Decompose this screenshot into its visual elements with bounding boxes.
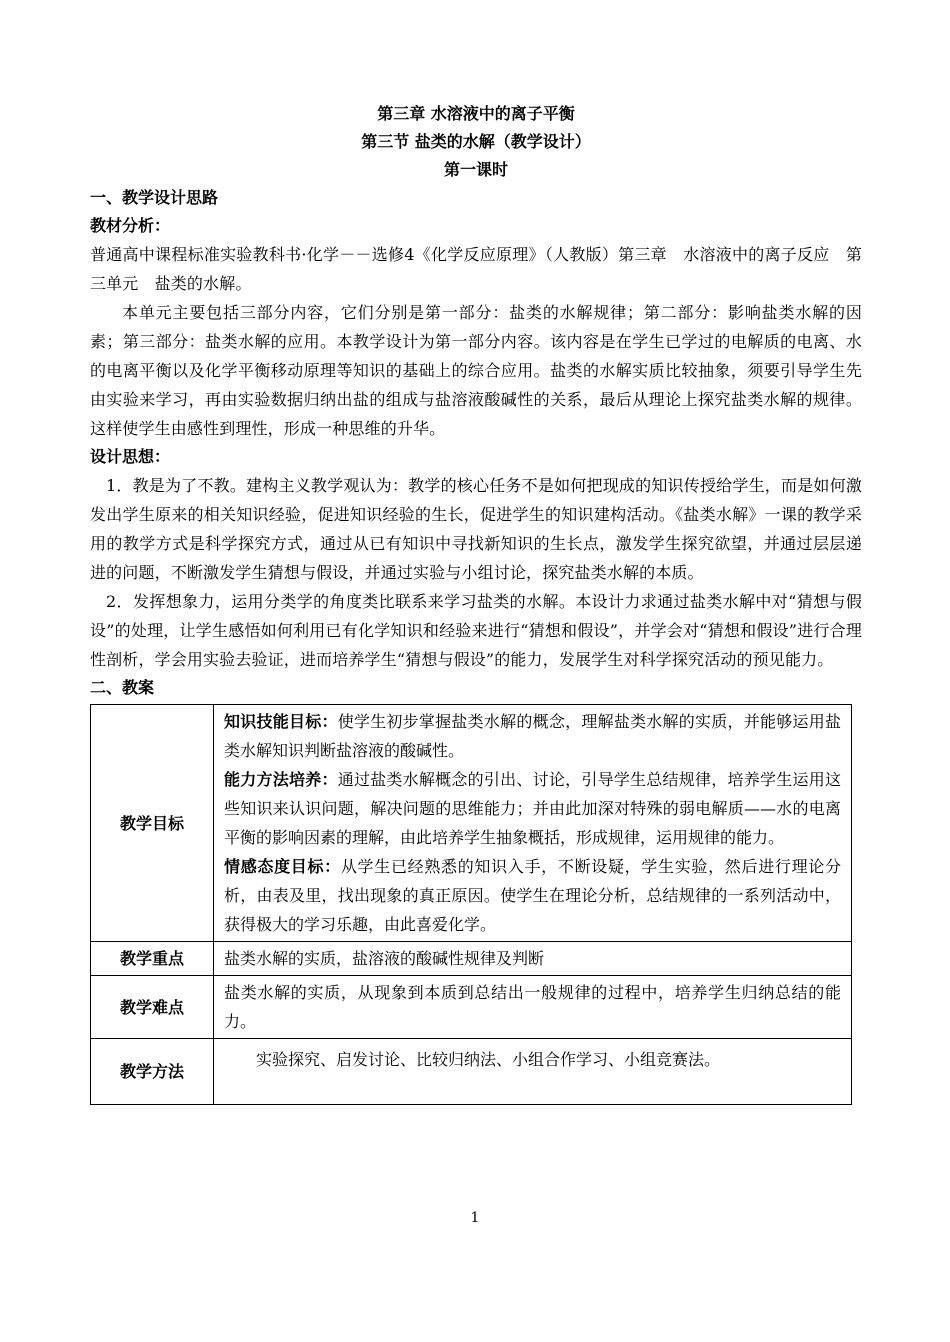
- design-idea-paragraph-2: 2．发挥想象力，运用分类学的角度类比联系来学习盐类的水解。本设计力求通过盐类水解中对“猜想与假设”的处理，让学生感悟如何利用已有化学知识和经验来进行“猜想和假设”，并学会对“猜想和假设”进行合理性剖析，学会用实验去验证，进而培养学生“猜想与假设”的能力，发展学生对科学探究活动的预见能力。: [90, 592, 862, 669]
- key-points-content: 盐类水解的实质，盐溶液的酸碱性规律及判断: [214, 942, 852, 976]
- textbook-analysis-paragraph-2: 本单元主要包括三部分内容，它们分别是第一部分：盐类的水解规律；第二部分：影响盐类水解的因素；第三部分：盐类水解的应用。本教学设计为第一部分内容。该内容是在学生已学过的电解质的电离、水的电离平衡以及化学平衡移动原理等知识的基础上的综合应用。盐类的水解实质比较抽象，须要引导学生先由实验来学习，再由实验数据归纳出盐的组成与盐溶液酸碱性的关系，最后从理论上探究盐类水解的规律。这样使学生由感性到理性，形成一种思维的升华。: [90, 303, 862, 438]
- goal-knowledge-text: 使学生初步掌握盐类水解的概念，理解盐类水解的实质，并能够运用盐类水解知识判断盐溶液的酸碱性。: [224, 712, 841, 760]
- key-points-label: 教学重点: [91, 942, 214, 976]
- goal-ability-text: 通过盐类水解概念的引出、讨论，引导学生总结规律，培养学生运用这些知识来认识问题，解决问题的思维能力；并由此加深对特殊的弱电解质——水的电离平衡的影响因素的理解，由此培养学生抽象概括，形成规律，运用规律的能力。: [224, 770, 841, 847]
- section-title: 第三节 盐类的水解（教学设计）: [361, 132, 591, 151]
- chapter-title: 第三章 水溶液中的离子平衡: [377, 104, 575, 123]
- goal-attitude-text: 从学生已经熟悉的知识入手，不断设疑，学生实验，然后进行理论分析，由表及里，找出现象的真正原因。使学生在理论分析，总结规律的一系列活动中，获得极大的学习乐趣，由此喜爱化学。: [224, 857, 841, 934]
- methods-content: 实验探究、启发讨论、比较归纳法、小组合作学习、小组竞赛法。: [214, 1039, 852, 1105]
- difficulties-label: 教学难点: [91, 976, 214, 1039]
- textbook-analysis-paragraph-1: 普通高中课程标准实验教科书·化学－－选修4《化学反应原理》（人教版）第三章 水溶液中的离子反应 第三单元 盐类的水解。: [90, 245, 862, 293]
- goals-label: 教学目标: [91, 705, 214, 942]
- part2-heading: 二、教案: [90, 678, 155, 697]
- goals-content: [214, 705, 852, 942]
- part1-heading: 一、教学设计思路: [90, 188, 219, 207]
- goal-attitude: [224, 852, 841, 939]
- goal-ability: [224, 765, 841, 852]
- page-number: 1: [470, 1210, 480, 1226]
- goal-attitude-lead: 情感态度目标：: [224, 857, 341, 876]
- table-row-key-points: [91, 942, 852, 976]
- document-page: [90, 100, 862, 1105]
- difficulties-content: 盐类水解的实质，从现象到本质到总结出一般规律的过程中，培养学生归纳总结的能力。: [214, 976, 852, 1039]
- textbook-analysis-heading: 教材分析：: [90, 216, 171, 235]
- lesson-title: 第一课时: [443, 160, 508, 179]
- goal-ability-lead: 能力方法培养：: [224, 770, 338, 789]
- design-idea-paragraph-1: 1．教是为了不教。建构主义教学观认为：教学的核心任务不是如何把现成的知识传授给学生，而是如何激发出学生原来的相关知识经验，促进知识经验的生长，促进学生的知识建构活动。《盐类水解》一课的教学采用的教学方式是科学探究方式，通过从已有知识中寻找新知识的生长点，激发学生探究欲望，并通过层层递进的问题，不断激发学生猜想与假设，并通过实验与小组讨论，探究盐类水解的本质。: [90, 476, 862, 582]
- goal-knowledge: [224, 707, 841, 765]
- methods-label: 教学方法: [91, 1039, 214, 1105]
- table-row-goals: [91, 705, 852, 942]
- table-row-difficulties: [91, 976, 852, 1039]
- table-row-methods: [91, 1039, 852, 1105]
- goal-knowledge-lead: 知识技能目标：: [224, 712, 338, 731]
- lesson-plan-table: [90, 704, 852, 1105]
- design-idea-heading: 设计思想：: [90, 447, 171, 466]
